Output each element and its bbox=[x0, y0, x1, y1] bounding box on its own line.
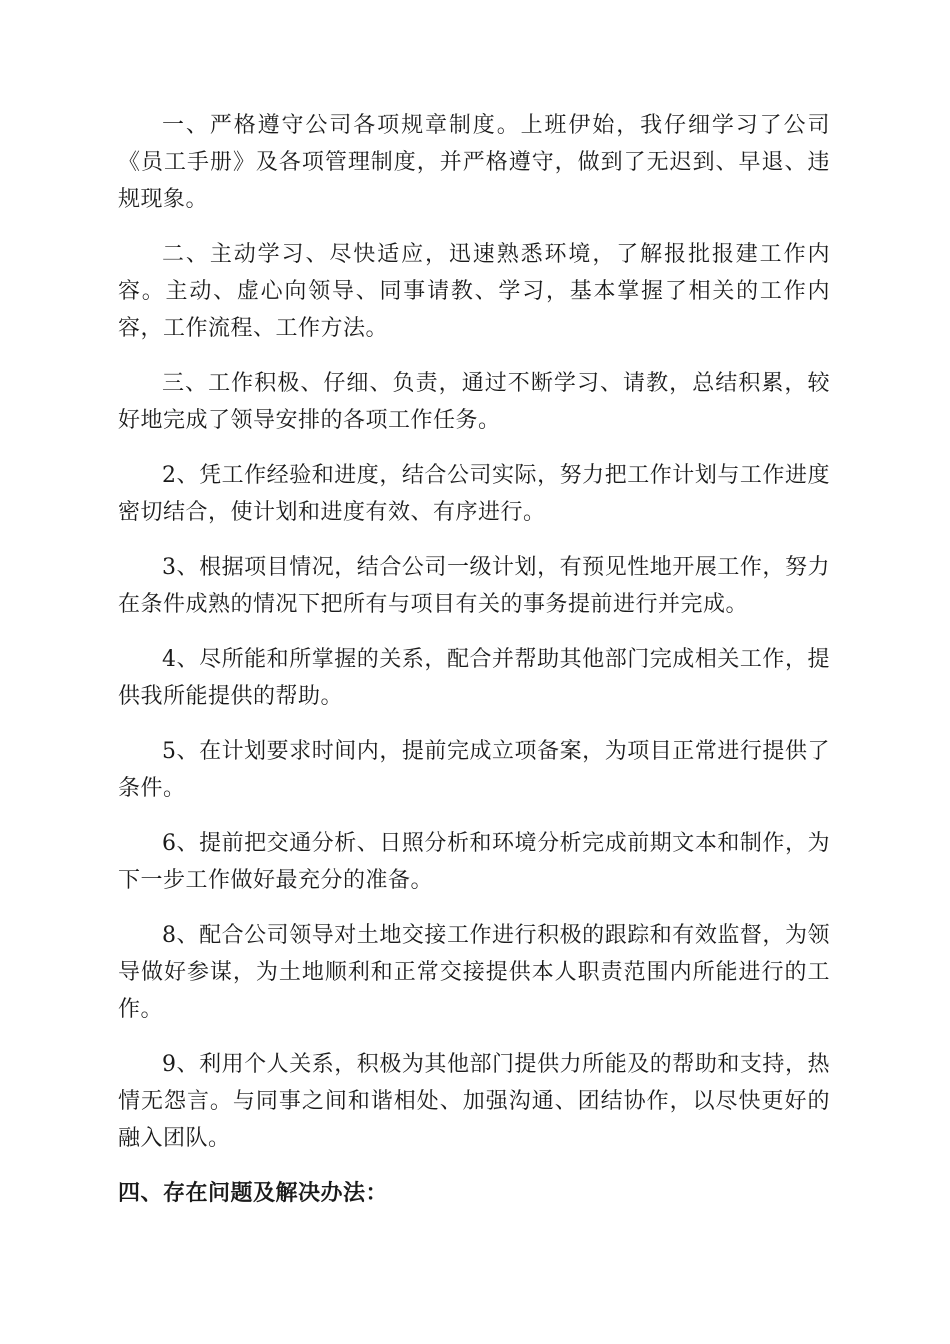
paragraph-1: 一、严格遵守公司各项规章制度。上班伊始，我仔细学习了公司《员工手册》及各项管理制度，并严格遵守，做到了无迟到、早退、违规现象。 bbox=[118, 113, 830, 212]
paragraph-4: 2、凭工作经验和进度，结合公司实际，努力把工作计划与工作进度密切结合，使计划和进度有效、有序进行。 bbox=[118, 463, 830, 525]
paragraph-7: 5、在计划要求时间内，提前完成立项备案，为项目正常进行提供了条件。 bbox=[118, 739, 830, 801]
paragraph-5: 3、根据项目情况，结合公司一级计划，有预见性地开展工作，努力在条件成熟的情况下把所有与项目有关的事务提前进行并完成。 bbox=[118, 555, 830, 617]
section-heading: 四、存在问题及解决办法： bbox=[118, 1180, 389, 1206]
paragraph-6: 4、尽所能和所掌握的关系，配合并帮助其他部门完成相关工作，提供我所能提供的帮助。 bbox=[118, 647, 830, 709]
paragraph-3: 三、工作积极、仔细、负责，通过不断学习、请教，总结积累，较好地完成了领导安排的各项工作任务。 bbox=[118, 371, 830, 433]
paragraph-10: 9、利用个人关系，积极为其他部门提供力所能及的帮助和支持，热情无怨言。与同事之间和谐相处、加强沟通、团结协作，以尽快更好的融入团队。 bbox=[118, 1052, 830, 1151]
paragraph-9: 8、配合公司领导对土地交接工作进行积极的跟踪和有效监督，为领导做好参谋，为土地顺利和正常交接提供本人职责范围内所能进行的工作。 bbox=[118, 923, 830, 1022]
document-page bbox=[118, 107, 830, 1212]
paragraph-2: 二、主动学习、尽快适应，迅速熟悉环境，了解报批报建工作内容。主动、虚心向领导、同事请教、学习，基本掌握了相关的工作内容，工作流程、工作方法。 bbox=[118, 242, 830, 341]
paragraph-8: 6、提前把交通分析、日照分析和环境分析完成前期文本和制作，为下一步工作做好最充分的准备。 bbox=[118, 831, 830, 893]
